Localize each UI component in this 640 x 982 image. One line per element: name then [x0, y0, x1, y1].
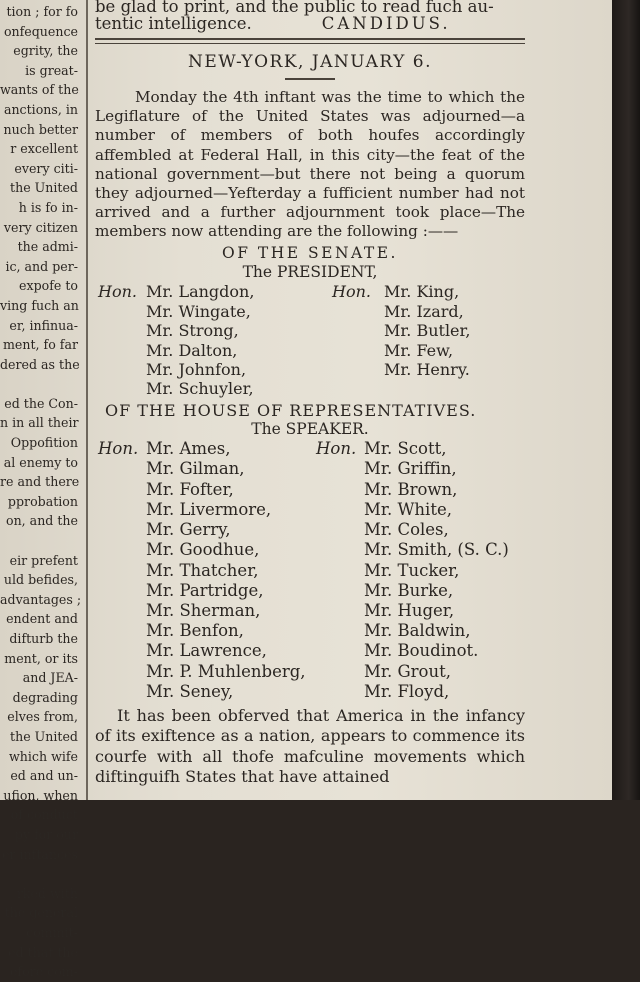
- member-name: Mr. Boudinot.: [364, 641, 479, 661]
- member-name: Mr. Henry.: [384, 360, 470, 380]
- left-column-line: on, and the: [5, 513, 78, 529]
- left-column-line: wants of the: [0, 82, 79, 98]
- hon-label: [316, 480, 364, 500]
- signature: CANDIDUS.: [321, 14, 451, 33]
- left-column-line: of conduct: [10, 807, 78, 823]
- left-column-line: ment, fo far: [2, 337, 78, 353]
- intro-paragraph: [95, 88, 525, 242]
- hon-label: [98, 302, 146, 321]
- dateline: NEW-YORK, JANUARY 6.: [187, 52, 433, 72]
- left-column-line: n in all their: [0, 415, 79, 431]
- member-name: Mr. Seney,: [146, 681, 234, 701]
- previous-article-end: [95, 0, 525, 32]
- member-name: Mr. Burke,: [364, 580, 454, 600]
- left-column-line: egrity, the: [13, 43, 78, 59]
- hon-label: [98, 520, 146, 540]
- left-column-line: efore com-: [9, 964, 78, 980]
- hon-label: [316, 520, 364, 540]
- hon-label: [98, 682, 146, 702]
- left-column-line: ic, and per-: [5, 258, 78, 274]
- member-name: Mr. Izard,: [384, 301, 464, 321]
- member-name: Mr. Smith, (S. C.): [364, 540, 509, 560]
- member-name: [384, 379, 564, 398]
- hon-label: [98, 360, 146, 379]
- hon-label: [316, 662, 364, 682]
- member-name: Mr. Benfon,: [146, 621, 244, 641]
- member-name: Mr. Goodhue,: [146, 540, 260, 560]
- house-heading: OF THE HOUSE OF REPRESENTATIVES.: [105, 400, 477, 420]
- left-column-line: dered as the: [0, 356, 80, 372]
- hon-label: [98, 500, 146, 520]
- member-name: Mr. Gerry,: [146, 520, 231, 540]
- left-column-line: rked with: [16, 885, 78, 901]
- left-column-line: the admi-: [17, 239, 78, 255]
- left-column-line: [0, 374, 78, 394]
- member-name: Mr. Thatcher,: [146, 560, 259, 580]
- intro-paragraph-text: Monday the 4th inftant was the time to which the Legiflature of the United States was adjourned—a number of members of both houfes accordingly affembled at Federal Hall, in this city—the feat of the national government—but there not being a quorum they adjourned—Yefterday a fufficient number had not arrived and a further adjournment took place—The members now attending are the following :——: [95, 88, 525, 241]
- left-column-line: advantages ;: [0, 591, 82, 607]
- house-subheading: The SPEAKER.: [251, 419, 369, 438]
- member-name: Mr. Baldwin,: [364, 621, 471, 641]
- left-column-line: er, infinua-: [9, 317, 78, 333]
- hon-label: [316, 561, 364, 581]
- left-column-line: tion ; for fo: [6, 4, 78, 19]
- left-column-line: er inftances: [2, 846, 78, 862]
- hon-label: [98, 561, 146, 581]
- member-name: Mr. Livermore,: [146, 499, 272, 519]
- hon-label: [316, 641, 364, 661]
- member-name: Mr. Few,: [384, 340, 454, 360]
- hon-label: [98, 321, 146, 340]
- left-column-text: [0, 0, 82, 980]
- left-column-line: eir prefent: [9, 552, 78, 568]
- hon-label: [332, 341, 384, 360]
- left-column-line: ving fuch an: [0, 297, 79, 313]
- left-column-line: h is fo in-: [18, 199, 78, 215]
- left-column-line: onfequence: [3, 23, 78, 39]
- left-column-line: difturb the: [9, 631, 78, 646]
- member-name: Mr. Floyd,: [364, 681, 450, 701]
- left-column-line: commit-: [26, 924, 78, 940]
- hon-label: [98, 641, 146, 661]
- closing-paragraph-text: It has been obferved that America in the infancy of its exiftence as a nation, appears to commence its courfe with all thofe mafculine movements which diftinguifh States that have attained: [95, 705, 525, 787]
- left-column-line: every citi-: [14, 160, 78, 176]
- left-column-line: which wife: [8, 748, 78, 764]
- member-name: Mr. Wingate,: [146, 301, 251, 321]
- hon-label: [316, 500, 364, 520]
- member-name: Mr. Butler,: [384, 321, 471, 341]
- member-name: Mr. Tucker,: [364, 560, 460, 580]
- hon-label: [98, 540, 146, 560]
- main-column: [95, 0, 525, 788]
- member-name: Mr. Scott,: [364, 439, 447, 459]
- left-column-line: the general: [4, 905, 78, 921]
- hon-label: [316, 682, 364, 702]
- member-name: Mr. Griffin,: [364, 459, 457, 479]
- hon-label: [316, 540, 364, 560]
- hon-label: [98, 341, 146, 360]
- left-column-line: re and there: [0, 474, 80, 490]
- left-column-line: ed that the: [8, 944, 78, 960]
- member-name: Mr. Strong,: [146, 321, 239, 341]
- left-column-line: is great-: [25, 62, 78, 78]
- senate-heading: OF THE SENATE.: [222, 243, 398, 262]
- hon-label: Hon.: [332, 282, 371, 302]
- hon-label: [316, 459, 364, 479]
- hon-label: [98, 662, 146, 682]
- dateline-dash: [285, 78, 335, 80]
- hon-label: [316, 601, 364, 621]
- hon-label: [316, 581, 364, 601]
- hon-label: Hon.: [98, 439, 139, 459]
- member-name: Mr. P. Muhlenberg,: [146, 661, 306, 681]
- left-column-line: [0, 864, 78, 884]
- left-column-line: ment, or its: [4, 650, 78, 666]
- hon-label: [98, 581, 146, 601]
- member-name: Mr. Schuyler,: [146, 379, 254, 399]
- member-name: Mr. Lawrence,: [146, 641, 267, 661]
- member-name: Mr. Gilman,: [146, 459, 245, 479]
- left-column-line: uld befides,: [3, 572, 78, 588]
- hon-label: [332, 360, 384, 379]
- left-column-line: ufion, when: [3, 787, 78, 803]
- member-name: Mr. Sherman,: [146, 600, 261, 620]
- hon-label: [98, 379, 146, 398]
- member-name: Mr. Huger,: [364, 600, 455, 620]
- member-name: Mr. Ames,: [146, 439, 231, 459]
- section-rule: [95, 38, 525, 44]
- hon-label: [332, 321, 384, 340]
- member-name: Mr. King,: [384, 282, 460, 302]
- hon-label: [98, 459, 146, 479]
- left-column-line: endent and: [6, 611, 78, 627]
- left-column-line: pprobation: [7, 493, 78, 509]
- hon-label: Hon.: [98, 282, 137, 302]
- senate-list: [98, 282, 525, 398]
- hon-label: [98, 601, 146, 621]
- hon-label: [316, 621, 364, 641]
- member-name: Mr. Langdon,: [146, 282, 255, 302]
- page-edge-shadow: [612, 0, 640, 800]
- member-name: Mr. Grout,: [364, 661, 451, 681]
- left-column-line: and JEA-: [22, 670, 78, 686]
- left-column-line: degrading: [12, 689, 78, 705]
- column-rule: [86, 0, 88, 800]
- left-column-line: al enemy to: [3, 454, 78, 470]
- hon-label: Hon.: [316, 439, 357, 459]
- senate-subheading: The PRESIDENT,: [242, 263, 378, 282]
- member-name: Mr. Coles,: [364, 520, 449, 540]
- member-name: Mr. Partridge,: [146, 580, 264, 600]
- left-column-line: nuch better: [3, 121, 78, 137]
- member-name: Mr. Dalton,: [146, 340, 238, 360]
- member-name: Mr. Johnfon,: [146, 360, 247, 380]
- previous-article-line: tentic intelligence.: [95, 14, 252, 33]
- member-name: Mr. White,: [364, 499, 452, 519]
- hon-label: [332, 379, 384, 398]
- left-column-line: expofe to: [19, 278, 78, 294]
- left-column-line: ed and un-: [10, 768, 78, 784]
- left-column-line: r excellent: [10, 141, 78, 157]
- hon-label: [332, 302, 384, 321]
- member-name: Mr. Brown,: [364, 479, 458, 499]
- previous-article-line: be glad to print, and the public to read fuch au-: [95, 0, 494, 16]
- left-column-line: elves from,: [7, 709, 78, 725]
- left-column-line: very citizen: [3, 219, 78, 235]
- closing-paragraph: [95, 706, 525, 788]
- hon-label: [98, 621, 146, 641]
- left-column-line: anctions, in: [3, 101, 78, 117]
- left-column-line: [0, 531, 78, 551]
- left-column-line: py for our: [14, 826, 78, 842]
- house-list: [98, 439, 525, 702]
- left-column-line: ed the Con-: [4, 395, 78, 411]
- left-column-line: Oppofition: [10, 435, 78, 451]
- left-column-line: the United: [10, 728, 78, 744]
- hon-label: [98, 480, 146, 500]
- left-column-line: the United: [10, 180, 78, 196]
- member-name: Mr. Fofter,: [146, 479, 234, 499]
